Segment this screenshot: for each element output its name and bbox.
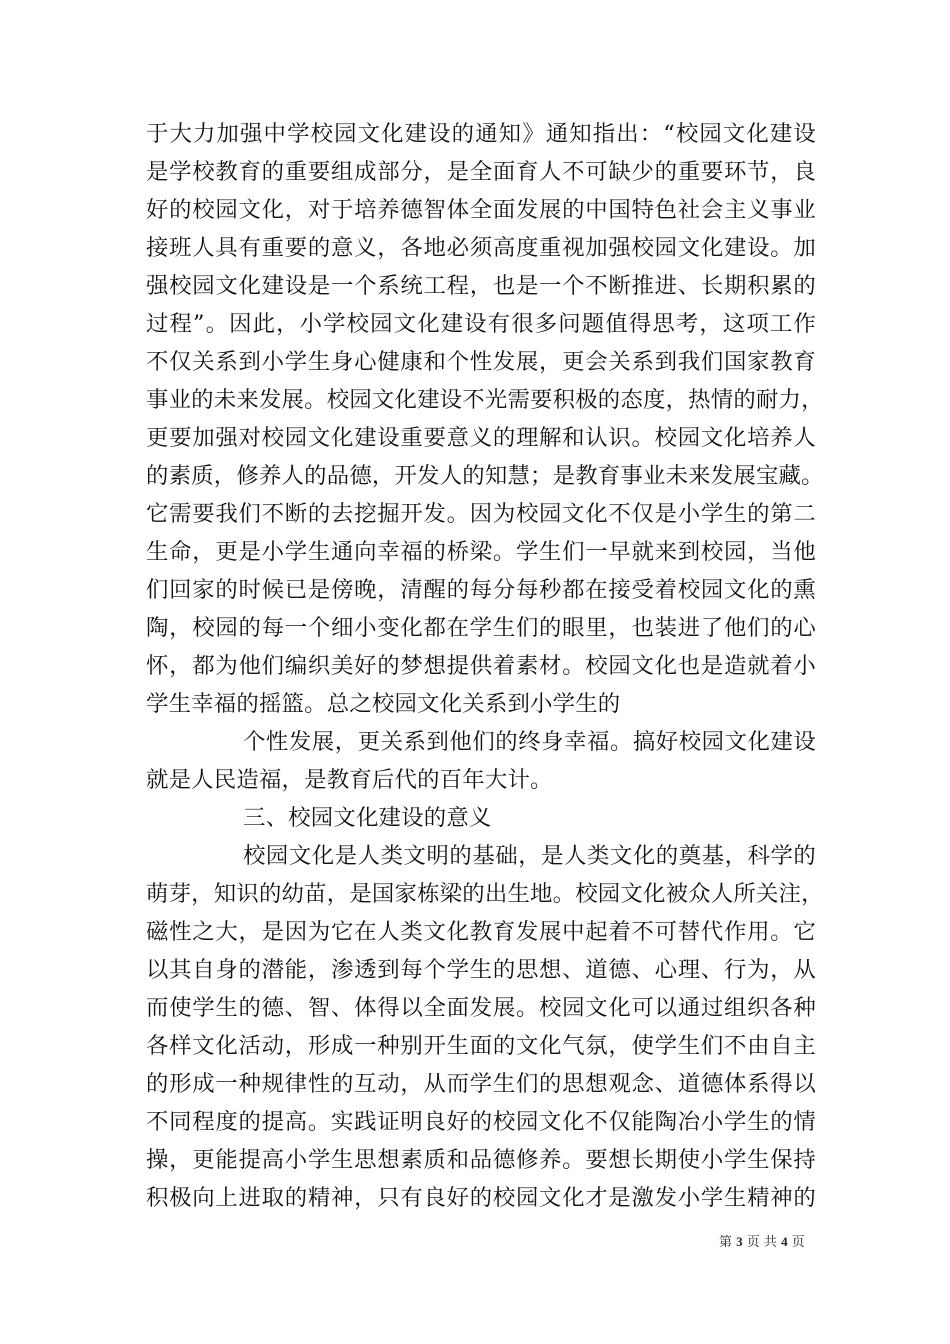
text-line: 操，更能提高小学生思想素质和品德修养。要想长期使小学生保持 — [146, 1147, 816, 1173]
text-line: 接班人具有重要的意义，各地必须高度重视加强校园文化建设。加 — [146, 235, 816, 261]
text-line: 于大力加强中学校园文化建设的通知》通知指出：“校园文化建设 — [146, 121, 816, 147]
text-line: 而使学生的德、智、体得以全面发展。校园文化可以通过组织各种 — [146, 995, 816, 1021]
text-line: 学生幸福的摇篮。总之校园文化关系到小学生的 — [146, 691, 621, 717]
text-line: 的素质，修养人的品德，开发人的知慧；是教育事业未来发展宝藏。 — [146, 463, 824, 489]
text-line: 校园文化是人类文明的基础，是人类文化的奠基，科学的 — [243, 843, 816, 869]
text-line: 个性发展，更关系到他们的终身幸福。搞好校园文化建设 — [243, 729, 816, 755]
text-line: 积极向上进取的精神，只有良好的校园文化才是激发小学生精神的 — [146, 1185, 816, 1211]
text-line: 过程”。因此，小学校园文化建设有很多问题值得思考，这项工作 — [146, 311, 816, 337]
text-line: 们回家的时候已是傍晚，清醒的每分每秒都在接受着校园文化的熏 — [146, 577, 816, 603]
text-line: 事业的未来发展。校园文化建设不光需要积极的态度，热情的耐力， — [146, 387, 824, 413]
text-line: 生命，更是小学生通向幸福的桥梁。学生们一早就来到校园，当他 — [146, 539, 816, 565]
text-line: 萌芽，知识的幼苗，是国家栋梁的出生地。校园文化被众人所关注， — [146, 881, 824, 907]
text-line: 不同程度的提高。实践证明良好的校园文化不仅能陶冶小学生的情 — [146, 1109, 816, 1135]
text-line: 就是人民造福，是教育后代的百年大计。 — [146, 767, 553, 793]
text-line: 更要加强对校园文化建设重要意义的理解和认识。校园文化培养人 — [146, 425, 816, 451]
footer-suffix: 页 — [791, 1235, 805, 1250]
text-line: 它需要我们不断的去挖掘开发。因为校园文化不仅是小学生的第二 — [146, 501, 816, 527]
text-line: 怀，都为他们编织美好的梦想提供着素材。校园文化也是造就着小 — [146, 653, 816, 679]
text-line: 磁性之大，是因为它在人类文化教育发展中起着不可替代作用。它 — [146, 919, 816, 945]
footer-prefix: 第 — [719, 1235, 733, 1250]
text-line: 不仅关系到小学生身心健康和个性发展，更会关系到我们国家教育 — [146, 349, 816, 375]
section-heading: 三、校园文化建设的意义 — [243, 805, 492, 831]
page-number-footer — [719, 1233, 805, 1252]
footer-middle: 页 共 — [746, 1235, 777, 1250]
text-line: 好的校园文化，对于培养德智体全面发展的中国特色社会主义事业 — [146, 197, 816, 223]
text-line: 的形成一种规律性的互动，从而学生们的思想观念、道德体系得以 — [146, 1071, 816, 1097]
text-line: 是学校教育的重要组成部分，是全面育人不可缺少的重要环节，良 — [146, 159, 816, 185]
current-page-number: 3 — [736, 1234, 743, 1249]
total-pages-number: 4 — [781, 1234, 788, 1249]
text-line: 陶，校园的每一个细小变化都在学生们的眼里，也装进了他们的心 — [146, 615, 816, 641]
text-line: 以其自身的潜能，渗透到每个学生的思想、道德、心理、行为，从 — [146, 957, 816, 983]
text-line: 强校园文化建设是一个系统工程，也是一个不断推进、长期积累的 — [146, 273, 816, 299]
text-line: 各样文化活动，形成一种别开生面的文化气氛，使学生们不由自主 — [146, 1033, 816, 1059]
